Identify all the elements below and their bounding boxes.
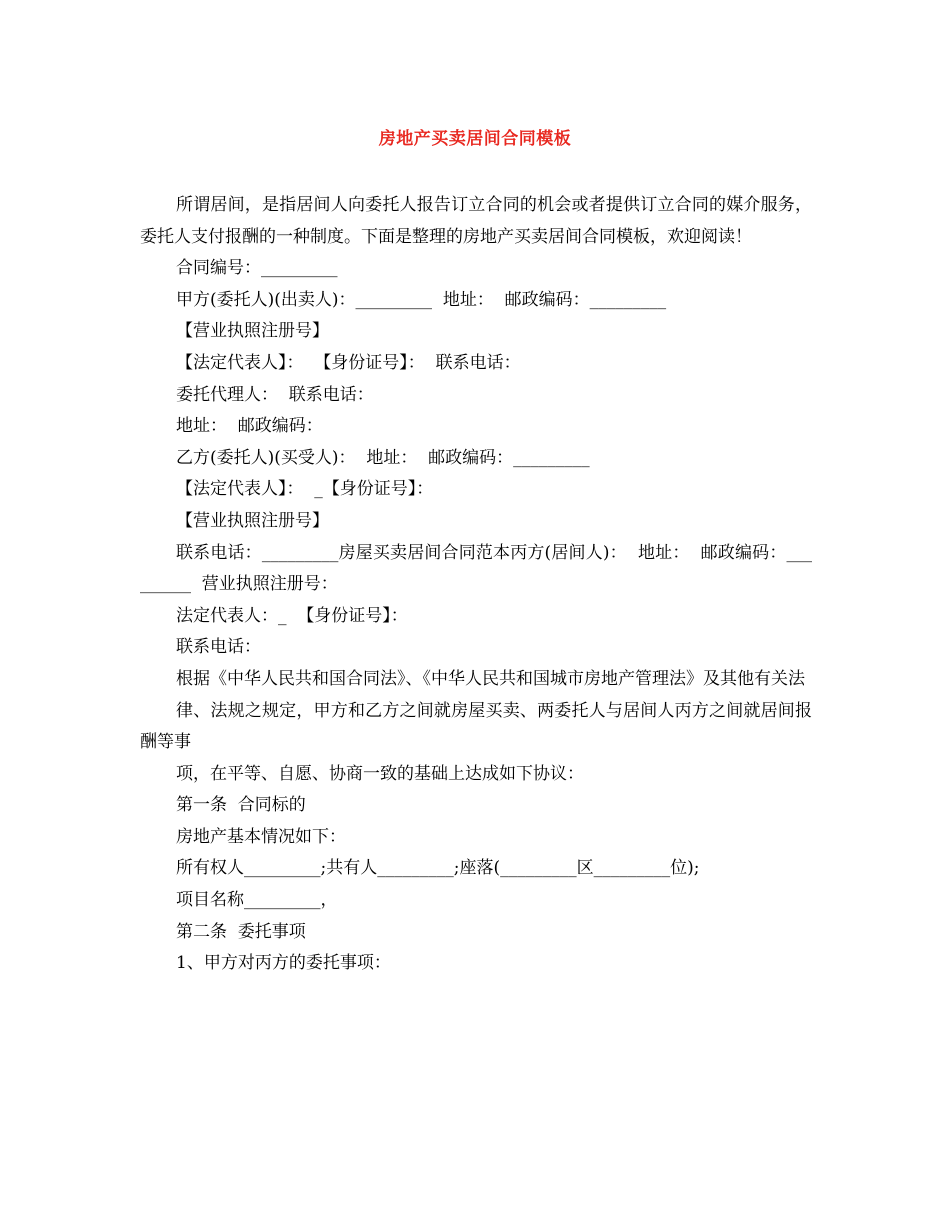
paragraph-legal-basis-3: 项，在平等、自愿、协商一致的基础上达成如下协议：	[176, 763, 584, 784]
paragraph-property-info: 房地产基本情况如下：	[176, 826, 346, 847]
paragraph-legal-basis-1: 根据《中华人民共和国合同法》、《中华人民共和国城市房地产管理法》及其他有关法	[176, 668, 805, 689]
paragraph-delegation-item-1: 1、甲方对丙方的委托事项：	[176, 953, 391, 974]
paragraph-party-a-agent: 委托代理人： 联系电话：	[176, 384, 374, 405]
paragraph-party-c-representative: 法定代表人：_ 【身份证号】：	[176, 605, 408, 626]
paragraph-party-a: 甲方(委托人)(出卖人)：_________ 地址： 邮政编码：_________	[176, 289, 667, 310]
document-title: 房地产买卖居间合同模板	[378, 129, 572, 149]
paragraph-legal-basis-2: 律、法规之规定，甲方和乙方之间就房屋买卖、两委托人与居间人丙方之间就居间报酬等事	[140, 700, 812, 753]
paragraph-party-c: 联系电话：_________房屋买卖居间合同范本丙方(居间人)： 地址： 邮政编码：_________ 营业执照注册号：	[140, 542, 812, 595]
paragraph-party-a-address: 地址： 邮政编码：	[176, 416, 323, 437]
paragraph-party-b-license: 【营业执照注册号】	[176, 510, 329, 531]
paragraph-contract-number: 合同编号：_________	[176, 258, 338, 279]
paragraph-party-c-phone: 联系电话：	[176, 637, 261, 658]
paragraph-intro: 所谓居间，是指居间人向委托人报告订立合同的机会或者提供订立合同的媒介服务，委托人支付报酬的一种制度。下面是整理的房地产买卖居间合同模板，欢迎阅读！	[140, 195, 812, 247]
paragraph-party-b-representative: 【法定代表人】： _【身份证号】：	[176, 479, 434, 500]
paragraph-party-b: 乙方(委托人)(买受人)： 地址： 邮政编码：_________	[176, 447, 590, 468]
paragraph-party-a-representative: 【法定代表人】： 【身份证号】： 联系电话：	[176, 352, 521, 373]
paragraph-article-1-heading: 第一条 合同标的	[176, 795, 306, 816]
paragraph-party-a-license: 【营业执照注册号】	[176, 321, 329, 342]
paragraph-article-2-heading: 第二条 委托事项	[176, 921, 306, 942]
paragraph-owner-location: 所有权人_________;共有人_________;座落(_________区_________位);	[176, 858, 700, 879]
paragraph-project-name: 项目名称_________，	[176, 890, 338, 911]
document-body	[140, 190, 812, 980]
